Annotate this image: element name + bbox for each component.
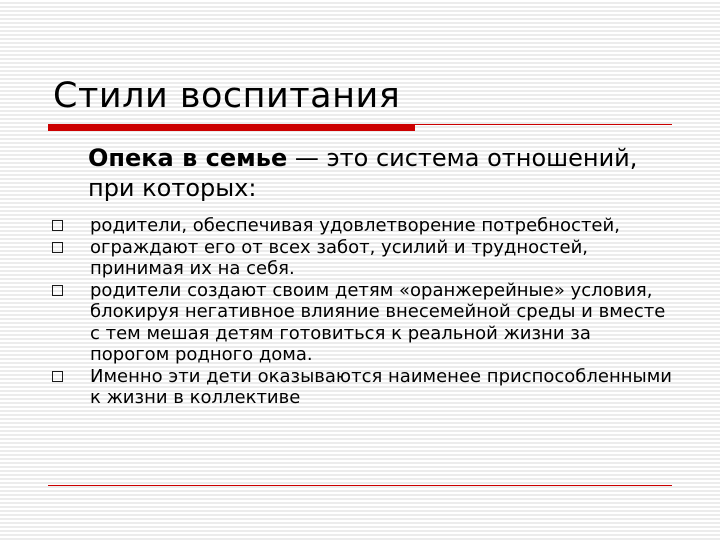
- title-accent-bar: [48, 124, 415, 131]
- intro-term: Опека в семье: [88, 144, 288, 172]
- hollow-square-icon: [52, 285, 63, 296]
- slide-title: Стили воспитания: [53, 76, 401, 116]
- list-item: [52, 215, 672, 237]
- list-item-text: ограждают его от всех забот, усилий и трудностей, принимая их на себя.: [90, 236, 589, 279]
- intro-definition: — это система отношений, при которых:: [88, 144, 638, 202]
- list-item-text: Именно эти дети оказываются наименее приспособленными к жизни в коллективе: [90, 365, 672, 408]
- list-item: [52, 237, 672, 280]
- bottom-rule: [48, 485, 672, 486]
- list-item: [52, 366, 672, 409]
- bullet-list: [52, 215, 672, 409]
- intro-text: [88, 143, 648, 203]
- list-item: [52, 280, 672, 366]
- hollow-square-icon: [52, 220, 63, 231]
- list-item-text: родители создают своим детям «оранжерейные» условия, блокируя негативное влияние внесемейной среды и вместе с тем мешая детям готовиться к реальной жизни за порогом родного дома.: [90, 279, 666, 365]
- list-item-text: родители, обеспечивая удовлетворение потребностей,: [90, 215, 620, 236]
- hollow-square-icon: [52, 371, 63, 382]
- hollow-square-icon: [52, 242, 63, 253]
